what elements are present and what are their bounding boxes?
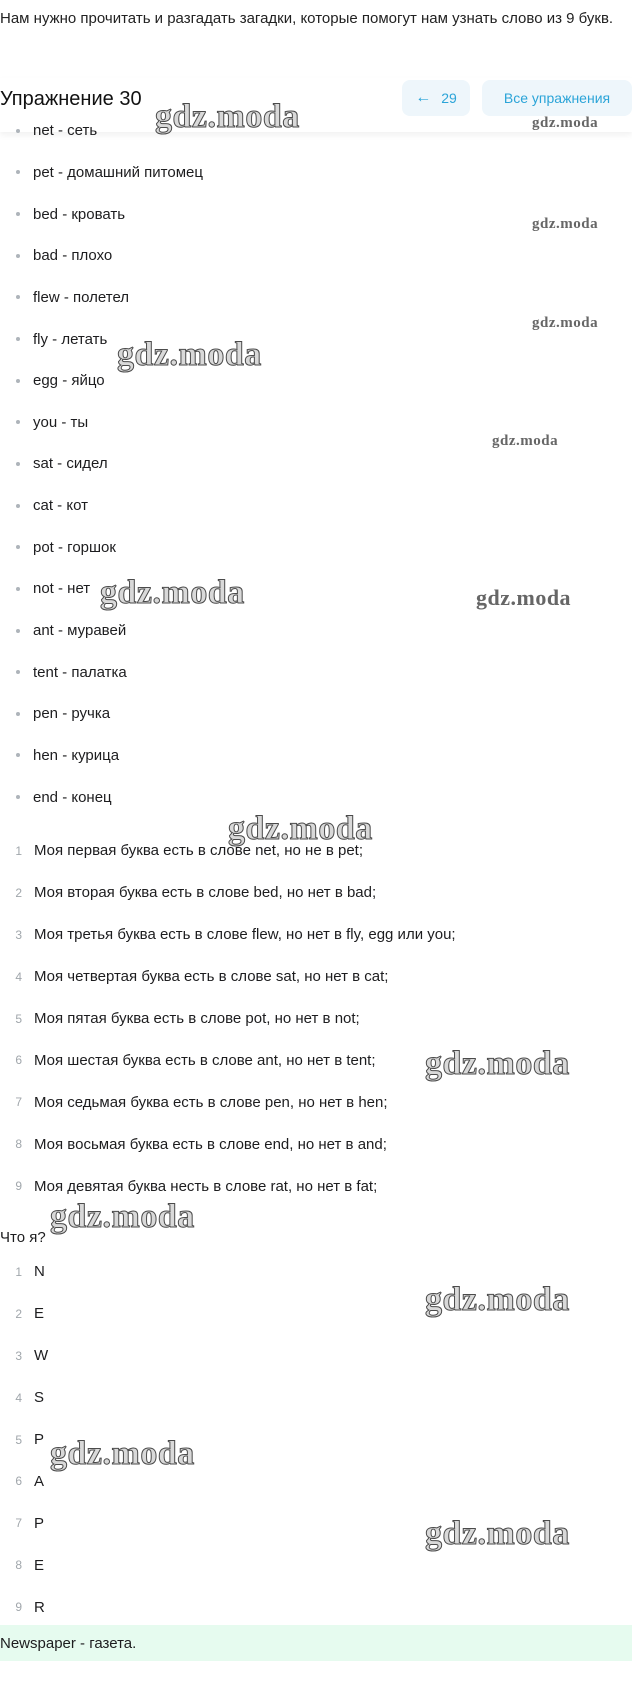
list-item-text: Моя вторая буква есть в слове bed, но нет в bad; <box>34 884 377 902</box>
bullet-icon <box>16 170 20 174</box>
bullet-icon <box>16 545 20 549</box>
watermark: gdz.moda <box>492 433 559 449</box>
list-item-number: 7 <box>15 1516 22 1531</box>
list-item-text: sat - сидел <box>33 455 108 473</box>
bullet-icon <box>16 670 20 674</box>
list-item-text: bad - плохо <box>33 247 113 265</box>
list-item-number: 3 <box>15 927 22 942</box>
list-item <box>0 610 632 652</box>
list-item <box>0 735 632 777</box>
list-item-text: egg - яйцо <box>33 372 105 390</box>
list-item-text: fly - летать <box>33 330 108 348</box>
list-item-text: P <box>34 1514 45 1532</box>
previous-exercise-label: 29 <box>441 90 457 106</box>
list-item-text: pen - ручка <box>33 705 111 723</box>
list-item-number: 8 <box>15 1558 22 1573</box>
watermark: gdz.moda <box>532 315 599 331</box>
list-item <box>0 485 632 527</box>
list-item-number: 7 <box>15 1095 22 1110</box>
list-item-number: 6 <box>15 1474 22 1489</box>
exercise-title: Упражнение 30 <box>0 88 142 110</box>
intro-text: Нам нужно прочитать и разгадать загадки, которые помогут нам узнать слово из 9 букв. <box>0 10 614 27</box>
list-item-text: bed - кровать <box>33 205 126 223</box>
list-item-number: 6 <box>15 1053 22 1068</box>
watermark: gdz.moda <box>532 216 599 232</box>
list-item <box>0 526 632 568</box>
bullet-icon <box>16 587 20 591</box>
list-item <box>0 1377 632 1419</box>
list-item <box>0 956 632 998</box>
bullet-icon <box>16 420 20 424</box>
bullet-icon <box>16 379 20 383</box>
riddle-list <box>0 830 632 1207</box>
answer-box: Newspaper - газета. <box>0 1625 632 1661</box>
list-item <box>0 443 632 485</box>
list-item-number: 1 <box>15 843 22 858</box>
list-item-text: Моя четвертая буква есть в слове sat, но нет в cat; <box>34 968 389 986</box>
bullet-icon <box>16 129 20 133</box>
list-item-text: pet - домашний питомец <box>33 163 203 181</box>
bullet-icon <box>16 254 20 258</box>
list-item-number: 4 <box>15 969 22 984</box>
list-item-text: hen - курица <box>33 746 120 764</box>
list-item-text: not - нет <box>33 580 91 598</box>
list-item <box>0 152 632 194</box>
bullet-icon <box>16 212 20 216</box>
list-item-text: E <box>34 1305 45 1323</box>
list-item-text: tent - палатка <box>33 663 127 681</box>
list-item-text: R <box>34 1598 45 1616</box>
watermark: gdz.moda <box>228 810 373 847</box>
bullet-icon <box>16 629 20 633</box>
list-item-text: P <box>34 1431 45 1448</box>
list-item <box>0 360 632 402</box>
list-item-number: 2 <box>15 885 22 900</box>
list-item <box>0 914 632 956</box>
list-item-text: Моя шестая буква есть в слове ant, но нет в tent; <box>34 1051 376 1069</box>
list-item <box>0 693 632 735</box>
list-item-text: pot - горшок <box>33 538 116 556</box>
bullet-icon <box>16 795 20 799</box>
bullet-icon <box>16 462 20 466</box>
bullet-icon <box>16 712 20 716</box>
all-exercises-button[interactable]: Все упражнения <box>482 80 632 116</box>
list-item-number: 8 <box>15 1137 22 1152</box>
list-item-number: 3 <box>15 1348 22 1363</box>
watermark: gdz.moda <box>476 585 572 610</box>
list-item-number: 5 <box>15 1011 22 1026</box>
list-item <box>0 651 632 693</box>
bullet-icon <box>16 337 20 341</box>
watermark: gdz.moda <box>155 98 300 135</box>
list-item-text: flew - полетел <box>33 288 130 306</box>
list-item-text: Моя девятая буква несть в слове rat, но нет в fat; <box>34 1177 378 1195</box>
list-item-text: Моя третья буква есть в слове flew, но нет в fly, egg или you; <box>34 926 456 944</box>
list-item-number: 9 <box>15 1600 22 1615</box>
list-item-text: cat - кот <box>33 497 88 515</box>
list-item-text: S <box>34 1389 45 1407</box>
list-item-text: W <box>34 1347 49 1365</box>
list-item <box>0 998 632 1040</box>
list-item-text: net - сеть <box>33 122 98 140</box>
list-item-text: end - конец <box>33 788 112 806</box>
bullet-icon <box>16 753 20 757</box>
list-item-text: Моя восьмая буква есть в слове end, но нет в and; <box>34 1135 387 1153</box>
list-item <box>0 1081 632 1123</box>
list-item <box>0 277 632 319</box>
list-item-number: 5 <box>15 1432 22 1447</box>
list-item-text: E <box>34 1556 45 1574</box>
list-item <box>0 1335 632 1377</box>
watermark: gdz.moda <box>425 1515 570 1552</box>
list-item-number: 4 <box>15 1390 22 1405</box>
watermark: gdz.moda <box>425 1045 570 1082</box>
bullet-icon <box>16 504 20 508</box>
list-item-text: N <box>34 1263 45 1281</box>
list-item <box>0 1123 632 1165</box>
watermark: gdz.moda <box>532 115 599 131</box>
question-text: Что я? <box>0 1229 46 1246</box>
watermark: gdz.moda <box>100 574 245 611</box>
list-item-text: ant - муравей <box>33 622 127 639</box>
list-item-number: 9 <box>15 1179 22 1194</box>
list-item-text: you - ты <box>33 413 89 431</box>
list-item-text: Моя седьмая буква есть в слове pen, но нет в hen; <box>34 1093 388 1111</box>
list-item-text: Моя первая буква есть в слове net, но не в pet; <box>34 842 364 860</box>
list-item <box>0 872 632 914</box>
list-item <box>0 235 632 277</box>
list-item-number: 2 <box>15 1306 22 1321</box>
list-item-text: A <box>34 1472 45 1490</box>
watermark: gdz.moda <box>425 1281 570 1318</box>
arrow-left-icon: ← <box>415 89 432 106</box>
bullet-icon <box>16 295 20 299</box>
list-item-number: 1 <box>15 1264 22 1279</box>
list-item <box>0 1586 632 1628</box>
watermark: gdz.moda <box>50 1198 195 1235</box>
list-item-text: Моя пятая буква есть в слове pot, но нет в not; <box>34 1010 360 1027</box>
watermark: gdz.moda <box>50 1435 195 1472</box>
watermark: gdz.moda <box>117 336 262 373</box>
